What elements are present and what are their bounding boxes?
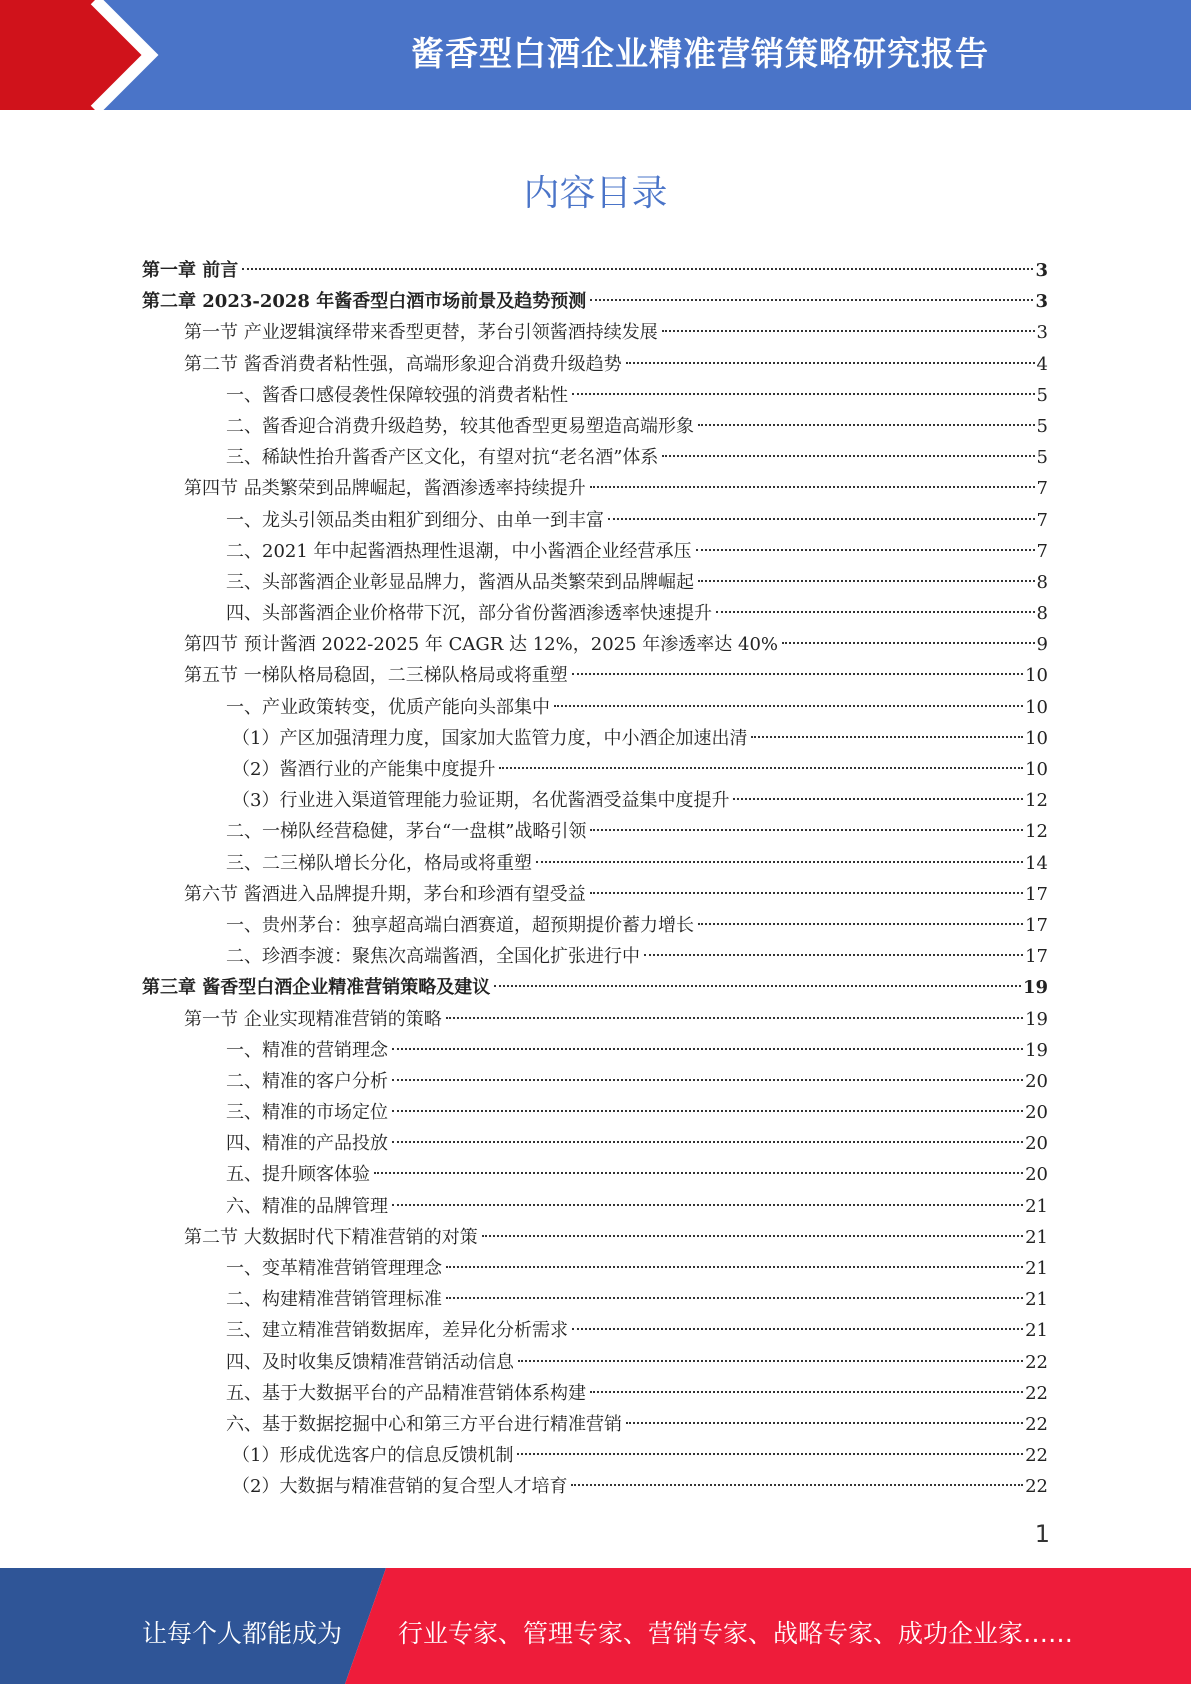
toc-entry-title: 第一节 产业逻辑演绎带来香型更替，茅台引领酱酒持续发展 — [184, 322, 658, 344]
toc-entry-page: 17 — [1025, 914, 1048, 936]
toc-entry-title: 二、2021 年中起酱酒热理性退潮，中小酱酒企业经营承压 — [226, 540, 692, 562]
toc-entry-page: 10 — [1025, 759, 1048, 780]
toc-entry-title: 三、建立精准营销数据库，差异化分析需求 — [226, 1320, 568, 1342]
toc-dot-leader — [482, 1235, 1023, 1237]
toc-entry[interactable] — [142, 1471, 1048, 1502]
toc-dot-leader — [572, 673, 1023, 675]
toc-entry-title: 二、珍酒李渡：聚焦次高端酱酒，全国化扩张进行中 — [226, 946, 640, 968]
toc-entry-page: 4 — [1036, 353, 1048, 375]
toc-entry[interactable] — [142, 1440, 1048, 1471]
toc-entry-title: 一、变革精准营销管理理念 — [226, 1258, 442, 1279]
toc-entry-title: 第二节 大数据时代下精准营销的对策 — [184, 1226, 478, 1248]
page-number: 1 — [1034, 1520, 1050, 1548]
toc-dot-leader — [392, 1141, 1023, 1143]
toc-entry-title: 第四节 品类繁荣到品牌崛起，酱酒渗透率持续提升 — [184, 478, 586, 500]
table-of-contents — [142, 255, 1048, 1503]
toc-entry-page: 14 — [1025, 852, 1048, 874]
toc-entry[interactable] — [142, 1222, 1048, 1253]
toc-dot-leader — [626, 362, 1035, 364]
toc-entry-title: 三、精准的市场定位 — [226, 1102, 388, 1124]
toc-entry[interactable] — [142, 879, 1048, 910]
toc-dot-leader — [392, 1110, 1023, 1112]
toc-dot-leader — [608, 518, 1035, 520]
toc-dot-leader — [590, 486, 1035, 488]
toc-dot-leader — [554, 705, 1023, 707]
toc-entry-title: 六、基于数据挖掘中心和第三方平台进行精准营销 — [226, 1413, 622, 1435]
toc-entry-title: 一、精准的营销理念 — [226, 1039, 388, 1061]
toc-entry-title: （1）形成优选客户的信息反馈机制 — [232, 1445, 514, 1467]
toc-entry[interactable] — [142, 848, 1048, 879]
toc-entry-page: 5 — [1036, 415, 1048, 437]
toc-entry[interactable] — [142, 692, 1048, 723]
toc-entry-title: 六、精准的品牌管理 — [226, 1195, 388, 1217]
toc-entry-page: 19 — [1025, 1039, 1048, 1061]
toc-entry[interactable] — [142, 536, 1048, 567]
toc-entry[interactable] — [142, 754, 1048, 785]
toc-entry[interactable] — [142, 816, 1048, 847]
toc-entry-page: 20 — [1025, 1102, 1048, 1124]
toc-entry-title: 一、龙头引领品类由粗犷到细分、由单一到丰富 — [226, 509, 604, 531]
toc-entry-page: 21 — [1025, 1258, 1048, 1279]
toc-dot-leader — [374, 1172, 1023, 1174]
toc-entry[interactable] — [142, 972, 1048, 1003]
toc-entry-page: 19 — [1022, 977, 1048, 999]
toc-dot-leader — [572, 1328, 1023, 1330]
toc-entry-title: （3）行业进入渠道管理能力验证期，名优酱酒受益集中度提升 — [232, 790, 730, 812]
toc-entry-page: 22 — [1025, 1476, 1048, 1498]
toc-dot-leader — [590, 299, 1033, 301]
toc-entry[interactable] — [142, 1159, 1048, 1190]
toc-entry[interactable] — [142, 660, 1048, 691]
toc-entry[interactable] — [142, 1253, 1048, 1284]
toc-entry[interactable] — [142, 567, 1048, 598]
toc-dot-leader — [392, 1204, 1023, 1206]
toc-dot-leader — [446, 1017, 1023, 1019]
toc-dot-leader — [446, 1266, 1023, 1268]
toc-entry[interactable] — [142, 442, 1048, 473]
toc-entry-title: 一、贵州茅台：独享超高端白酒赛道，超预期提价蓄力增长 — [226, 914, 694, 936]
footer-slogan-left: 让每个人都能成为 — [142, 1619, 343, 1648]
toc-entry-page: 12 — [1025, 790, 1048, 812]
toc-dot-leader — [751, 736, 1023, 738]
toc-entry[interactable] — [142, 380, 1048, 411]
toc-entry-page: 9 — [1036, 634, 1048, 656]
toc-entry-title: 三、稀缺性抬升酱香产区文化，有望对抗“老名酒”体系 — [226, 447, 659, 469]
toc-entry-page: 22 — [1025, 1351, 1048, 1373]
toc-entry[interactable] — [142, 785, 1048, 816]
toc-entry[interactable] — [142, 941, 1048, 972]
toc-dot-leader — [536, 861, 1023, 863]
toc-entry-page: 8 — [1036, 603, 1048, 625]
toc-entry[interactable] — [142, 1378, 1048, 1409]
toc-entry[interactable] — [142, 1409, 1048, 1440]
toc-entry-title: 二、精准的客户分析 — [226, 1070, 388, 1092]
footer-slogan-right: 行业专家、管理专家、营销专家、战略专家、成功企业家…… — [398, 1619, 1074, 1648]
toc-entry-title: 第一章 前言 — [142, 260, 239, 281]
toc-entry-title: （2）大数据与精准营销的复合型人才培育 — [232, 1476, 568, 1498]
toc-entry[interactable] — [142, 286, 1048, 317]
toc-entry[interactable] — [142, 255, 1048, 286]
toc-entry[interactable] — [142, 505, 1048, 536]
toc-dot-leader — [392, 1079, 1023, 1081]
toc-entry-title: 四、头部酱酒企业价格带下沉，部分省份酱酒渗透率快速提升 — [226, 603, 712, 625]
toc-entry-title: 五、提升顾客体验 — [226, 1164, 370, 1186]
toc-entry-title: 第二章 2023-2028 年酱香型白酒市场前景及趋势预测 — [142, 291, 587, 313]
toc-dot-leader — [499, 767, 1023, 769]
toc-entry-page: 7 — [1036, 509, 1048, 531]
report-title: 酱香型白酒企业精准营销策略研究报告 — [411, 34, 989, 73]
toc-entry-page: 21 — [1025, 1195, 1048, 1217]
toc-dot-leader — [626, 1422, 1023, 1424]
toc-dot-leader — [517, 1453, 1023, 1455]
toc-entry-page: 10 — [1025, 727, 1048, 749]
toc-entry-title: 一、产业政策转变，优质产能向头部集中 — [226, 696, 550, 718]
toc-entry[interactable] — [142, 723, 1048, 754]
toc-dot-leader — [590, 892, 1023, 894]
toc-dot-leader — [662, 330, 1035, 332]
toc-entry-page: 10 — [1025, 665, 1048, 687]
toc-entry-title: 三、二三梯队增长分化，格局或将重塑 — [226, 852, 532, 874]
toc-entry-page: 7 — [1036, 478, 1048, 500]
toc-entry[interactable] — [142, 317, 1048, 348]
toc-entry-page: 10 — [1025, 696, 1048, 718]
toc-entry-title: 第一节 企业实现精准营销的策略 — [184, 1008, 442, 1030]
toc-entry[interactable] — [142, 629, 1048, 660]
toc-entry-title: 二、酱香迎合消费升级趋势，较其他香型更易塑造高端形象 — [226, 415, 694, 437]
toc-entry-page: 20 — [1025, 1133, 1048, 1155]
toc-entry-page: 19 — [1025, 1008, 1048, 1030]
toc-entry-page: 22 — [1025, 1382, 1048, 1404]
toc-entry-page: 20 — [1025, 1164, 1048, 1186]
toc-dot-leader — [590, 1391, 1023, 1393]
toc-entry-page: 21 — [1025, 1289, 1048, 1311]
toc-entry-page: 22 — [1025, 1413, 1048, 1435]
toc-dot-leader — [696, 549, 1035, 551]
toc-entry-page: 5 — [1036, 447, 1048, 469]
toc-entry[interactable] — [142, 473, 1048, 504]
toc-entry[interactable] — [142, 598, 1048, 629]
toc-dot-leader — [644, 954, 1023, 956]
toc-entry-title: 第六节 酱酒进入品牌提升期，茅台和珍酒有望受益 — [184, 883, 586, 905]
toc-entry[interactable] — [142, 1191, 1048, 1222]
toc-entry-title: 第三章 酱香型白酒企业精准营销策略及建议 — [142, 977, 491, 999]
toc-dot-leader — [782, 642, 1035, 644]
toc-dot-leader — [518, 1360, 1023, 1362]
toc-entry[interactable] — [142, 1035, 1048, 1066]
toc-dot-leader — [572, 393, 1035, 395]
toc-dot-leader — [446, 1297, 1023, 1299]
toc-dot-leader — [733, 798, 1023, 800]
toc-entry-page: 17 — [1025, 883, 1048, 905]
toc-entry[interactable] — [142, 411, 1048, 442]
header-arrow-decoration — [0, 0, 160, 110]
toc-entry[interactable] — [142, 1128, 1048, 1159]
toc-dot-leader — [494, 985, 1021, 987]
toc-entry[interactable] — [142, 1066, 1048, 1097]
toc-entry-page: 20 — [1025, 1070, 1048, 1092]
toc-entry-title: 二、一梯队经营稳健，茅台“一盘棋”战略引领 — [226, 821, 587, 843]
toc-entry-title: （2）酱酒行业的产能集中度提升 — [232, 759, 496, 780]
toc-entry[interactable] — [142, 1004, 1048, 1035]
toc-entry-page: 21 — [1025, 1320, 1048, 1342]
toc-entry-title: 一、酱香口感侵袭性保障较强的消费者粘性 — [226, 384, 568, 406]
toc-dot-leader — [242, 268, 1033, 270]
toc-entry[interactable] — [142, 910, 1048, 941]
toc-dot-leader — [392, 1048, 1023, 1050]
toc-entry-page: 3 — [1035, 260, 1048, 281]
toc-entry[interactable] — [142, 1347, 1048, 1378]
toc-entry-page: 12 — [1025, 821, 1048, 843]
toc-entry-title: 四、及时收集反馈精准营销活动信息 — [226, 1351, 514, 1373]
toc-entry-title: （1）产区加强清理力度，国家加大监管力度，中小酒企加速出清 — [232, 727, 748, 749]
toc-entry[interactable] — [142, 349, 1048, 380]
toc-dot-leader — [716, 611, 1035, 613]
toc-dot-leader — [662, 455, 1034, 457]
toc-entry[interactable] — [142, 1284, 1048, 1315]
toc-entry-page: 17 — [1025, 946, 1048, 968]
page-title: 内容目录 — [523, 173, 668, 214]
toc-entry[interactable] — [142, 1315, 1048, 1346]
toc-entry-title: 第二节 酱香消费者粘性强，高端形象迎合消费升级趋势 — [184, 353, 622, 375]
toc-dot-leader — [698, 923, 1023, 925]
toc-entry-title: 四、精准的产品投放 — [226, 1133, 388, 1155]
toc-entry-title: 第五节 一梯队格局稳固，二三梯队格局或将重塑 — [184, 665, 568, 687]
toc-entry-page: 3 — [1036, 322, 1048, 344]
toc-entry-title: 第四节 预计酱酒 2022-2025 年 CAGR 达 12%，2025 年渗透率达 40% — [184, 634, 778, 656]
toc-entry-title: 二、构建精准营销管理标准 — [226, 1289, 442, 1311]
toc-entry-page: 8 — [1036, 571, 1048, 593]
toc-entry-title: 三、头部酱酒企业彰显品牌力，酱酒从品类繁荣到品牌崛起 — [226, 571, 694, 593]
toc-entry-page: 5 — [1036, 384, 1048, 406]
toc-entry[interactable] — [142, 1097, 1048, 1128]
toc-entry-page: 7 — [1036, 540, 1048, 562]
toc-entry-page: 21 — [1025, 1226, 1048, 1248]
toc-dot-leader — [590, 829, 1023, 831]
toc-entry-title: 五、基于大数据平台的产品精准营销体系构建 — [226, 1382, 586, 1404]
toc-dot-leader — [571, 1484, 1023, 1486]
toc-entry-page: 22 — [1025, 1445, 1048, 1467]
toc-dot-leader — [698, 580, 1035, 582]
toc-entry-page: 3 — [1035, 291, 1048, 313]
toc-dot-leader — [698, 424, 1035, 426]
